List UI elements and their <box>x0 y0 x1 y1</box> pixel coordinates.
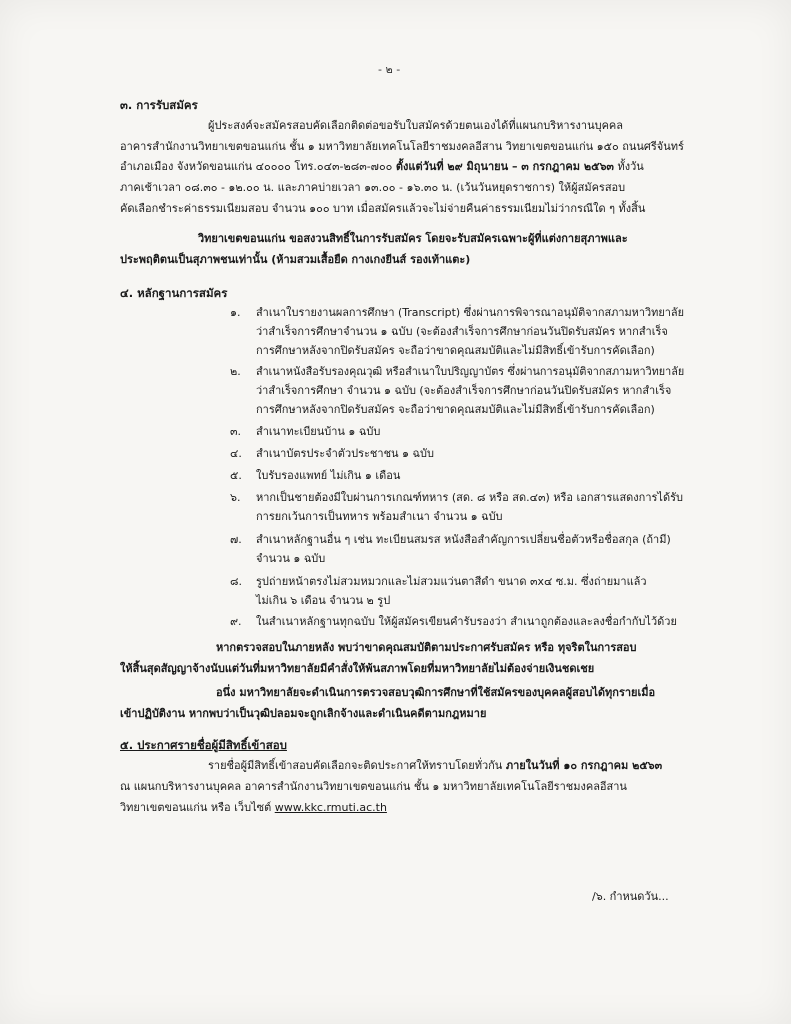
s4-warning-line-1: หากตรวจสอบในภายหลัง พบว่าขาดคุณสมบัติตามประกาศรับสมัคร หรือ ทุจริตในการสอบ <box>216 641 637 654</box>
s4-warning-line-4: เข้าปฏิบัติงาน หากพบว่าเป็นวุฒิปลอมจะถูกเลิกจ้างและดำเนินคดีตามกฎหมาย <box>120 707 487 720</box>
s5-line-3-text: วิทยาเขตขอนแก่น หรือ เว็บไซต์ <box>120 801 272 814</box>
s4-item-5-number: ๕. <box>230 469 242 482</box>
page-number: - ๒ - <box>378 63 401 76</box>
s3-application-dates: ตั้งแต่วันที่ ๒๙ มิถุนายน – ๓ กรกฎาคม ๒๕๖๓ <box>395 160 614 173</box>
s4-item-5-line-1: ใบรับรองแพทย์ ไม่เกิน ๑ เดือน <box>256 469 401 482</box>
continuation-note: /๖. กำหนดวัน... <box>592 890 669 903</box>
s4-item-7-number: ๗. <box>230 533 242 546</box>
s4-item-2-line-3: การศึกษาหลังจากปิดรับสมัคร จะถือว่าขาดคุณสมบัติและไม่มีสิทธิ์เข้ารับการคัดเลือก) <box>256 403 655 416</box>
s3-line-1: ผู้ประสงค์จะสมัครสอบคัดเลือกติดต่อขอรับใบสมัครด้วยตนเองได้ที่แผนกบริหารงานบุคคล <box>208 119 624 132</box>
s5-line-3 <box>120 800 387 815</box>
s3-dress-line-1: วิทยาเขตขอนแก่น ขอสงวนสิทธิ์ในการรับสมัคร โดยจะรับสมัครเฉพาะผู้ที่แต่งกายสุภาพและ <box>198 232 628 245</box>
s4-item-4-number: ๔. <box>230 447 242 460</box>
section-4-heading: ๔. หลักฐานการสมัคร <box>120 286 228 300</box>
s4-item-7-line-2: จำนวน ๑ ฉบับ <box>256 552 326 565</box>
s5-line-1-text: รายชื่อผู้มีสิทธิ์เข้าสอบคัดเลือกจะติดประกาศให้ทราบโดยทั่วกัน <box>208 759 503 772</box>
s4-item-4-line-1: สำเนาบัตรประจำตัวประชาชน ๑ ฉบับ <box>256 447 434 460</box>
s3-line-4: ภาคเช้าเวลา ๐๘.๓๐ - ๑๒.๐๐ น. และภาคบ่ายเวลา ๑๓.๐๐ - ๑๖.๓๐ น. (เว้นวันหยุดราชการ) ให้ผู้สมัครสอบ <box>120 181 626 194</box>
section-5-heading: ๕. ประกาศรายชื่อผู้มีสิทธิ์เข้าสอบ <box>120 738 287 752</box>
s4-item-6-line-1: หากเป็นชายต้องมีใบผ่านการเกณฑ์ทหาร (สด. ๘ หรือ สด.๔๓) หรือ เอกสารแสดงการได้รับ <box>256 491 683 504</box>
s4-item-8-line-1: รูปถ่ายหน้าตรงไม่สวมหมวกและไม่สวมแว่นตาสีดำ ขนาด ๓x๔ ซ.ม. ซึ่งถ่ายมาแล้ว <box>256 575 647 588</box>
s4-item-7-line-1: สำเนาหลักฐานอื่น ๆ เช่น ทะเบียนสมรส หนังสือสำคัญการเปลี่ยนชื่อตัวหรือชื่อสกุล (ถ้ามี) <box>256 533 671 546</box>
s4-item-3-line-1: สำเนาทะเบียนบ้าน ๑ ฉบับ <box>256 425 381 438</box>
s4-item-1-line-3: การศึกษาหลังจากปิดรับสมัคร จะถือว่าขาดคุณสมบัติและไม่มีสิทธิ์เข้ารับการคัดเลือก) <box>256 344 655 357</box>
s4-item-2-number: ๒. <box>230 365 241 378</box>
s3-line-2: อาคารสำนักงานวิทยาเขตขอนแก่น ชั้น ๑ มหาวิทยาลัยเทคโนโลยีราชมงคลอีสาน วิทยาเขตขอนแก่น ๑๕๐ ถนนศรีจันทร์ <box>120 140 684 153</box>
s4-item-2-line-1: สำเนาหนังสือรับรองคุณวุฒิ หรือสำเนาใบปริญญาบัตร ซึ่งผ่านการอนุมัติจากสภามหาวิทยาลัย <box>256 365 685 378</box>
s4-item-9-number: ๙. <box>230 615 242 628</box>
s5-line-1 <box>208 758 662 773</box>
s4-item-6-number: ๖. <box>230 491 241 504</box>
section-3-heading: ๓. การรับสมัคร <box>120 98 198 112</box>
s5-line-2: ณ แผนกบริหารงานบุคคล อาคารสำนักงานวิทยาเขตขอนแก่น ชั้น ๑ มหาวิทยาลัยเทคโนโลยีราชมงคลอีสาน <box>120 780 627 793</box>
s4-item-1-number: ๑. <box>230 306 241 319</box>
s4-item-1-line-2: ว่าสำเร็จการศึกษาจำนวน ๑ ฉบับ (จะต้องสำเร็จการศึกษาก่อนวันปิดรับสมัคร หากสำเร็จ <box>256 325 668 338</box>
website-link[interactable]: www.kkc.rmuti.ac.th <box>274 801 387 814</box>
s3-line-3-text: อำเภอเมือง จังหวัดขอนแก่น ๔๐๐๐๐ โทร.๐๔๓-๒๘๓-๗๐๐ <box>120 160 393 173</box>
s4-item-1-line-1: สำเนาใบรายงานผลการศึกษา (Transcript) ซึ่งผ่านการพิจารณาอนุมัติจากสภามหาวิทยาลัย <box>256 306 685 319</box>
s4-item-2-line-2: ว่าสำเร็จการศึกษา จำนวน ๑ ฉบับ (จะต้องสำเร็จการศึกษาก่อนวันปิดรับสมัคร หากสำเร็จ <box>256 384 672 397</box>
s3-line-5: คัดเลือกชำระค่าธรรมเนียมสอบ จำนวน ๑๐๐ บาท เมื่อสมัครแล้วจะไม่จ่ายคืนค่าธรรมเนียมไม่ว่ากรณีใด ๆ ทั้งสิ้น <box>120 202 646 215</box>
s4-warning-line-2: ให้สิ้นสุดสัญญาจ้างนับแต่วันที่มหาวิทยาลัยมีคำสั่งให้พ้นสภาพโดยที่มหาวิทยาลัยไม่ต้องจ่ายเงินชดเชย <box>120 662 595 675</box>
s3-dress-line-2: ประพฤติตนเป็นสุภาพชนเท่านั้น (ห้ามสวมเสื้อยืด กางเกงยีนส์ รองเท้าแตะ) <box>120 253 471 266</box>
s4-item-3-number: ๓. <box>230 425 242 438</box>
s4-warning-line-3: อนึ่ง มหาวิทยาลัยจะดำเนินการตรวจสอบวุฒิการศึกษาที่ใช้สมัครของบุคคลผู้สอบได้ทุกรายเมื่อ <box>216 686 656 699</box>
s4-item-8-line-2: ไม่เกิน ๖ เดือน จำนวน ๒ รูป <box>256 594 391 607</box>
s5-announcement-date: ภายในวันที่ ๑๐ กรกฎาคม ๒๕๖๓ <box>505 759 663 772</box>
s4-item-8-number: ๘. <box>230 575 242 588</box>
s3-line-3 <box>120 159 644 174</box>
s4-item-6-line-2: การยกเว้นการเป็นทหาร พร้อมสำเนา จำนวน ๑ ฉบับ <box>256 510 503 523</box>
s3-line-3-tail: ทั้งวัน <box>617 160 644 173</box>
s4-item-9-line-1: ในสำเนาหลักฐานทุกฉบับ ให้ผู้สมัครเขียนคำรับรองว่า สำเนาถูกต้องและลงชื่อกำกับไว้ด้วย <box>256 615 677 628</box>
